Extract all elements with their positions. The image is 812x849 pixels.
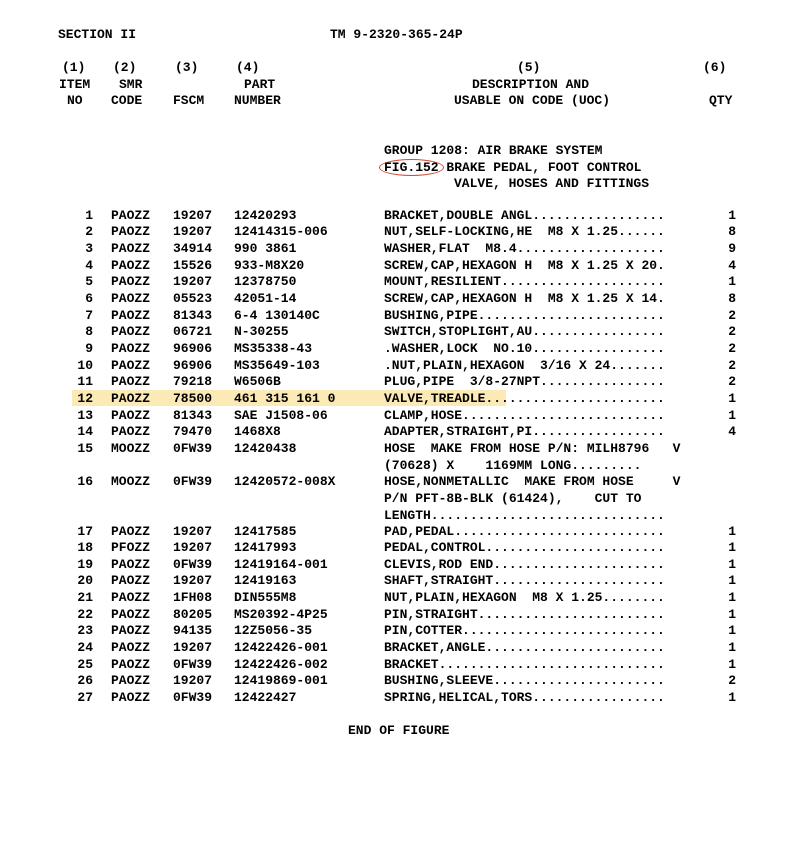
figure-title-line1 [384, 160, 641, 176]
item-number: 19 [77, 557, 93, 572]
smr-code: PAOZZ [111, 241, 151, 256]
smr-code: PAOZZ [111, 424, 151, 439]
col4-label-line2: NUMBER [234, 93, 281, 108]
item-number: 10 [77, 358, 93, 373]
smr-code: PAOZZ [111, 274, 151, 289]
item-number: 2 [85, 224, 93, 239]
item-number: 7 [85, 308, 93, 323]
fscm-code: 80205 [173, 607, 213, 622]
smr-code: MOOZZ [111, 474, 151, 489]
item-number: 4 [85, 258, 93, 273]
smr-code: PFOZZ [111, 540, 151, 555]
quantity: 1 [728, 657, 736, 672]
quantity: 1 [728, 607, 736, 622]
description: WASHER,FLAT M8.4................... [384, 241, 665, 256]
quantity: 2 [728, 358, 736, 373]
part-number: W6506B [234, 374, 281, 389]
table-row[interactable] [0, 557, 812, 573]
description-continuation: (70628) X 1169MM LONG......... [384, 458, 642, 473]
quantity: 2 [728, 308, 736, 323]
table-row[interactable] [0, 623, 812, 639]
item-number: 12 [77, 391, 93, 406]
table-row[interactable] [0, 224, 812, 240]
quantity: 8 [728, 224, 736, 239]
table-row[interactable] [0, 690, 812, 706]
col2-number: (2) [113, 60, 137, 75]
end-of-figure: END OF FIGURE [348, 723, 450, 738]
figure-title-line2: VALVE, HOSES AND FITTINGS [454, 176, 650, 191]
description: SCREW,CAP,HEXAGON H M8 X 1.25 X 20. [384, 258, 665, 273]
description: PLUG,PIPE 3/8-27NPT................ [384, 374, 665, 389]
quantity: 1 [728, 208, 736, 223]
smr-code: PAOZZ [111, 690, 151, 705]
description-continuation: P/N PFT-8B-BLK (61424), CUT TO [384, 491, 642, 506]
description: NUT,SELF-LOCKING,HE M8 X 1.25...... [384, 224, 665, 239]
fscm-code: 0FW39 [173, 441, 213, 456]
smr-code: PAOZZ [111, 557, 151, 572]
description: SHAFT,STRAIGHT...................... [384, 573, 665, 588]
table-row[interactable] [0, 640, 812, 656]
description-continuation: LENGTH.............................. [384, 508, 665, 523]
description: .WASHER,LOCK NO.10................. [384, 341, 665, 356]
col6-label-line2: QTY [709, 93, 733, 108]
part-number: 12419869-001 [234, 673, 328, 688]
fscm-code: 19207 [173, 524, 213, 539]
part-number: 12420293 [234, 208, 297, 223]
col3-label-line2: FSCM [173, 93, 205, 108]
item-number: 22 [77, 607, 93, 622]
item-number: 26 [77, 673, 93, 688]
smr-code: PAOZZ [111, 623, 151, 638]
table-row[interactable] [0, 324, 812, 340]
table-row[interactable] [0, 540, 812, 556]
table-row[interactable] [0, 607, 812, 623]
smr-code: MOOZZ [111, 441, 151, 456]
item-number: 27 [77, 690, 93, 705]
item-number: 18 [77, 540, 93, 555]
description: HOSE,NONMETALLIC MAKE FROM HOSE V [384, 474, 681, 489]
part-number: 12422426-001 [234, 640, 328, 655]
table-row[interactable] [0, 408, 812, 424]
item-number: 1 [85, 208, 93, 223]
col1-label-line2: NO [67, 93, 83, 108]
fscm-code: 81343 [173, 308, 213, 323]
fscm-code: 96906 [173, 358, 213, 373]
description: MOUNT,RESILIENT..................... [384, 274, 665, 289]
smr-code: PAOZZ [111, 258, 151, 273]
part-number: 1468X8 [234, 424, 281, 439]
part-number: 990 3861 [234, 241, 297, 256]
table-row[interactable] [0, 424, 812, 440]
fscm-code: 05523 [173, 291, 213, 306]
part-number: 12419164-001 [234, 557, 328, 572]
item-number: 3 [85, 241, 93, 256]
item-number: 17 [77, 524, 93, 539]
part-number: N-30255 [234, 324, 289, 339]
table-row[interactable] [0, 374, 812, 390]
quantity: 4 [728, 258, 736, 273]
smr-code: PAOZZ [111, 607, 151, 622]
description: BRACKET,ANGLE....................... [384, 640, 665, 655]
part-number: MS20392-4P25 [234, 607, 328, 622]
col5-label-line2: USABLE ON CODE (UOC) [454, 93, 611, 108]
quantity: 2 [728, 341, 736, 356]
figure-number[interactable]: FIG.152 [384, 160, 439, 175]
part-number: 12414315-006 [234, 224, 328, 239]
fscm-code: 0FW39 [173, 474, 213, 489]
tm-number: TM 9-2320-365-24P [330, 27, 463, 42]
fscm-code: 34914 [173, 241, 213, 256]
description: PIN,COTTER.......................... [384, 623, 665, 638]
col4-number: (4) [236, 60, 260, 75]
col5-label-line1: DESCRIPTION AND [472, 77, 590, 92]
smr-code: PAOZZ [111, 573, 151, 588]
col3-number: (3) [175, 60, 199, 75]
description: .NUT,PLAIN,HEXAGON 3/16 X 24....... [384, 358, 665, 373]
description: CLAMP,HOSE.......................... [384, 408, 665, 423]
quantity: 1 [728, 573, 736, 588]
table-row[interactable] [0, 474, 812, 490]
table-row[interactable] [0, 673, 812, 689]
fscm-code: 96906 [173, 341, 213, 356]
description: ADAPTER,STRAIGHT,PI................. [384, 424, 665, 439]
quantity: 2 [728, 673, 736, 688]
part-number: 12417993 [234, 540, 297, 555]
table-row[interactable] [0, 274, 812, 290]
table-row[interactable] [0, 657, 812, 673]
quantity: 9 [728, 241, 736, 256]
quantity: 1 [728, 557, 736, 572]
description: BUSHING,SLEEVE...................... [384, 673, 665, 688]
fscm-code: 78500 [173, 391, 213, 406]
quantity: 8 [728, 291, 736, 306]
item-number: 11 [77, 374, 93, 389]
quantity: 1 [728, 690, 736, 705]
quantity: 1 [728, 408, 736, 423]
part-number: 12378750 [234, 274, 297, 289]
table-row[interactable] [0, 441, 812, 457]
smr-code: PAOZZ [111, 374, 151, 389]
fscm-code: 79218 [173, 374, 213, 389]
part-number: 12417585 [234, 524, 297, 539]
item-number: 14 [77, 424, 93, 439]
part-number: 12420438 [234, 441, 297, 456]
item-number: 13 [77, 408, 93, 423]
item-number: 20 [77, 573, 93, 588]
fscm-code: 15526 [173, 258, 213, 273]
description: BUSHING,PIPE........................ [384, 308, 665, 323]
fscm-code: 06721 [173, 324, 213, 339]
smr-code: PAOZZ [111, 341, 151, 356]
smr-code: PAOZZ [111, 291, 151, 306]
item-number: 8 [85, 324, 93, 339]
table-row[interactable] [0, 391, 812, 407]
description: SPRING,HELICAL,TORS................. [384, 690, 665, 705]
fscm-code: 19207 [173, 274, 213, 289]
part-number: 12422426-002 [234, 657, 328, 672]
item-number: 25 [77, 657, 93, 672]
smr-code: PAOZZ [111, 657, 151, 672]
part-number: 12419163 [234, 573, 297, 588]
item-number: 21 [77, 590, 93, 605]
description: PIN,STRAIGHT........................ [384, 607, 665, 622]
quantity: 1 [728, 590, 736, 605]
smr-code: PAOZZ [111, 673, 151, 688]
part-number: 42051-14 [234, 291, 297, 306]
fscm-code: 19207 [173, 540, 213, 555]
smr-code: PAOZZ [111, 590, 151, 605]
description: CLEVIS,ROD END...................... [384, 557, 665, 572]
part-number: SAE J1508-06 [234, 408, 328, 423]
description: HOSE MAKE FROM HOSE P/N: MILH8796 V [384, 441, 681, 456]
fscm-code: 79470 [173, 424, 213, 439]
fscm-code: 94135 [173, 623, 213, 638]
smr-code: PAOZZ [111, 308, 151, 323]
item-number: 6 [85, 291, 93, 306]
figure-title-text: BRAKE PEDAL, FOOT CONTROL [438, 160, 642, 175]
part-number: 12420572-008X [234, 474, 336, 489]
item-number: 9 [85, 341, 93, 356]
description: SCREW,CAP,HEXAGON H M8 X 1.25 X 14. [384, 291, 665, 306]
fscm-code: 19207 [173, 224, 213, 239]
table-row[interactable] [0, 524, 812, 540]
table-row[interactable] [0, 308, 812, 324]
fscm-code: 81343 [173, 408, 213, 423]
fscm-code: 0FW39 [173, 657, 213, 672]
part-number: 12Z5056-35 [234, 623, 313, 638]
quantity: 1 [728, 623, 736, 638]
smr-code: PAOZZ [111, 524, 151, 539]
item-number: 15 [77, 441, 93, 456]
table-row[interactable] [0, 258, 812, 274]
quantity: 2 [728, 374, 736, 389]
fscm-code: 1FH08 [173, 590, 213, 605]
table-row[interactable] [0, 341, 812, 357]
smr-code: PAOZZ [111, 324, 151, 339]
fscm-code: 19207 [173, 673, 213, 688]
col4-label-line1: PART [244, 77, 276, 92]
description: BRACKET............................. [384, 657, 665, 672]
smr-code: PAOZZ [111, 224, 151, 239]
description: PEDAL,CONTROL....................... [384, 540, 665, 555]
group-title: GROUP 1208: AIR BRAKE SYSTEM [384, 143, 603, 158]
col1-number: (1) [62, 60, 86, 75]
part-number: MS35649-103 [234, 358, 320, 373]
section-label: SECTION II [58, 27, 137, 42]
quantity: 1 [728, 540, 736, 555]
part-number: 461 315 161 0 [234, 391, 336, 406]
quantity: 1 [728, 391, 736, 406]
item-number: 5 [85, 274, 93, 289]
part-number: 933-M8X20 [234, 258, 305, 273]
smr-code: PAOZZ [111, 408, 151, 423]
smr-code: PAOZZ [111, 640, 151, 655]
table-row[interactable] [0, 208, 812, 224]
smr-code: PAOZZ [111, 208, 151, 223]
smr-code: PAOZZ [111, 391, 151, 406]
fscm-code: 0FW39 [173, 557, 213, 572]
part-number: 12422427 [234, 690, 297, 705]
smr-code: PAOZZ [111, 358, 151, 373]
item-number: 24 [77, 640, 93, 655]
col1-label-line1: ITEM [59, 77, 91, 92]
item-number: 16 [77, 474, 93, 489]
description: SWITCH,STOPLIGHT,AU................. [384, 324, 665, 339]
table-row[interactable] [0, 590, 812, 606]
item-number: 23 [77, 623, 93, 638]
quantity: 2 [728, 324, 736, 339]
fscm-code: 19207 [173, 640, 213, 655]
fscm-code: 19207 [173, 208, 213, 223]
table-row[interactable] [0, 573, 812, 589]
part-number: MS35338-43 [234, 341, 313, 356]
quantity: 4 [728, 424, 736, 439]
table-row[interactable] [0, 291, 812, 307]
col6-number: (6) [703, 60, 727, 75]
col2-label-line1: SMR [119, 77, 143, 92]
col2-label-line2: CODE [111, 93, 143, 108]
description: BRACKET,DOUBLE ANGL................. [384, 208, 665, 223]
quantity: 1 [728, 640, 736, 655]
description: NUT,PLAIN,HEXAGON M8 X 1.25........ [384, 590, 665, 605]
part-number: DIN555M8 [234, 590, 297, 605]
table-row[interactable] [0, 358, 812, 374]
description: PAD,PEDAL........................... [384, 524, 665, 539]
fscm-code: 0FW39 [173, 690, 213, 705]
quantity: 1 [728, 524, 736, 539]
col5-number: (5) [517, 60, 541, 75]
part-number: 6-4 130140C [234, 308, 320, 323]
description: VALVE,TREADLE....................... [384, 391, 665, 406]
table-row[interactable] [0, 241, 812, 257]
quantity: 1 [728, 274, 736, 289]
fscm-code: 19207 [173, 573, 213, 588]
